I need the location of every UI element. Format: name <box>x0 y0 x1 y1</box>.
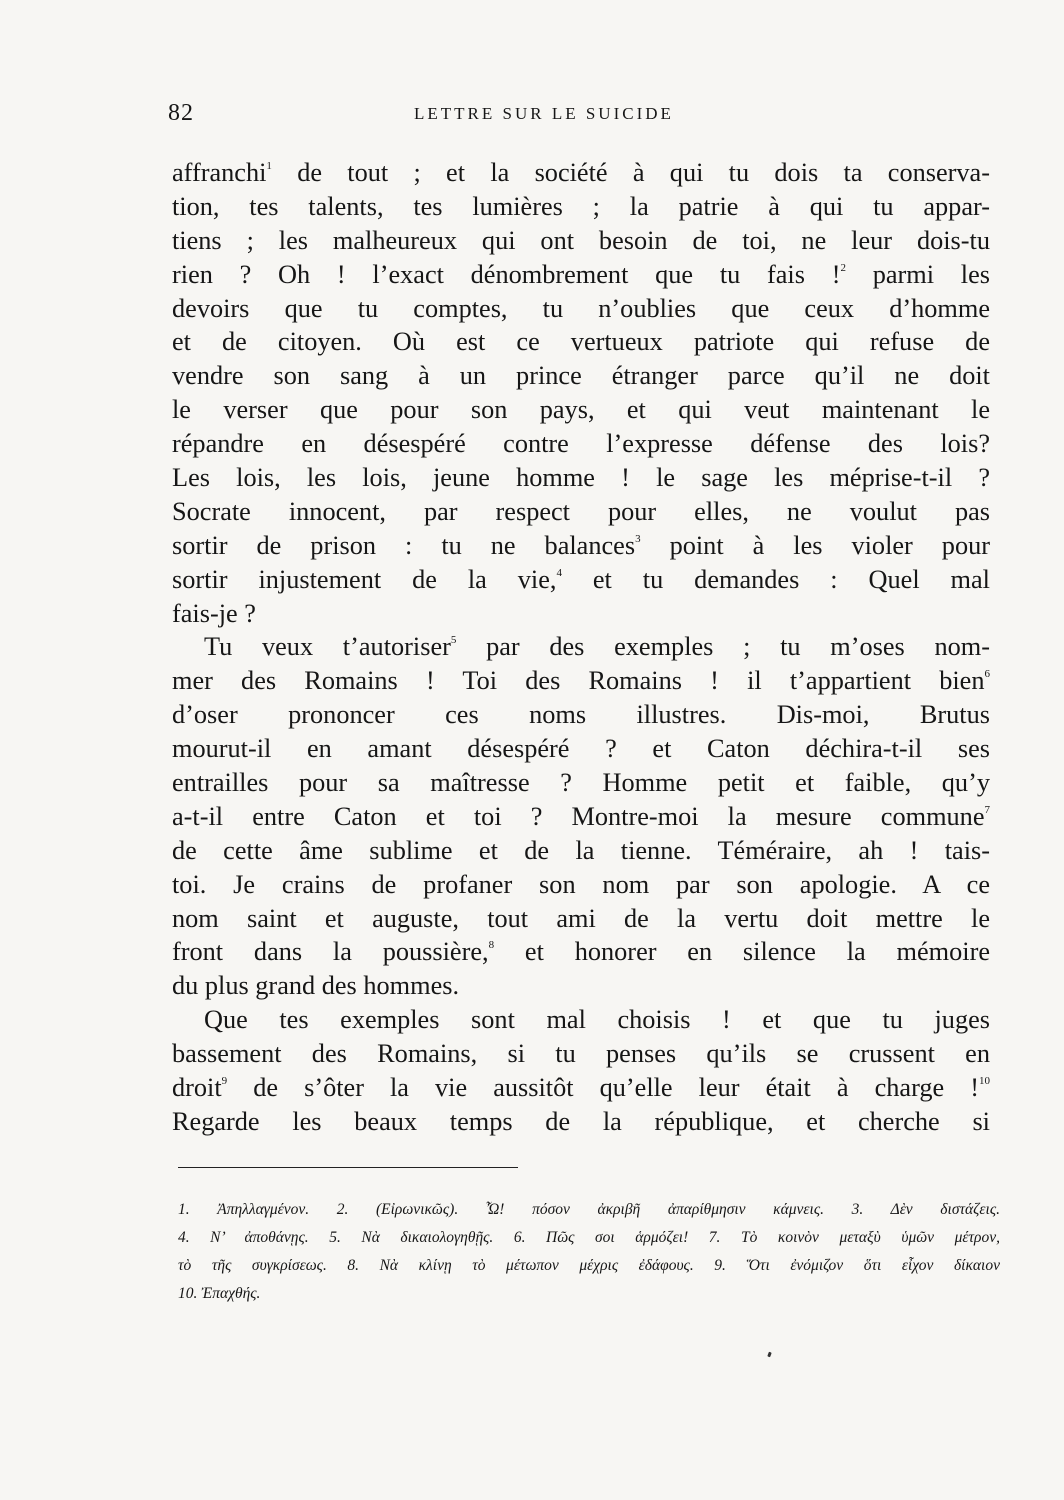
text-line <box>172 969 990 1003</box>
text-segment: Les lois, les lois, jeune homme ! le sage les méprise-t-il ? <box>172 463 990 493</box>
text-segment: tiens ; les malheureux qui ont besoin de toi, ne leur dois-tu <box>172 225 990 255</box>
text-line <box>172 597 990 631</box>
text-line <box>172 495 990 529</box>
text-line <box>172 732 990 766</box>
text-line <box>172 868 990 902</box>
footnote-marker: 5 <box>450 634 457 647</box>
text-segment: a-t-il entre Caton et toi ? Montre-moi la mesure commune <box>172 801 985 831</box>
main-text <box>172 156 990 1139</box>
text-segment: toi. Je crains de profaner son nom par son apologie. A ce <box>172 869 990 899</box>
text-segment: Que tes exemples sont mal choisis ! et que tu juges <box>204 1005 990 1035</box>
text-segment: d’oser prononcer ces noms illustres. Dis-moi, Brutus <box>172 700 990 730</box>
text-line <box>172 325 990 359</box>
text-segment: sortir injustement de la vie, <box>172 564 557 594</box>
text-segment: le verser que pour son pays, et qui veut maintenant le <box>172 395 990 425</box>
text-line <box>172 529 990 563</box>
text-line <box>172 698 990 732</box>
footnote-marker: 3 <box>635 532 641 545</box>
text-line <box>172 427 990 461</box>
footnote-line: 10. Ἐπαχθής. <box>178 1285 261 1302</box>
text-segment: fais-je ? <box>172 598 256 628</box>
text-segment: nom saint et auguste, tout ami de la vertu doit mettre le <box>172 903 990 933</box>
footnote-marker: 1 <box>266 160 272 172</box>
footnote-line: 4. Ν’ ἀποθάνῃς. 5. Νὰ δικαιολογηθῇς. 6. Πῶς σοι ἁρμόζει! 7. Τὸ κοινὸν μεταξὺ ὑμῶν μέτρον, <box>178 1229 1000 1246</box>
text-line <box>172 563 990 597</box>
footnote-line: τὸ τῆς συγκρίσεως. 8. Νὰ κλίνῃ τὸ μέτωπον μέχρις ἐδάφους. 9. Ὅτι ἐνόμιζον ὅτι εἶχον δίκαιον <box>178 1257 1000 1274</box>
text-segment: front dans la poussière, <box>172 937 489 967</box>
text-line <box>172 902 990 936</box>
text-line <box>172 664 990 698</box>
text-line <box>172 1105 990 1139</box>
footnote-marker: 9 <box>221 1075 228 1088</box>
page-number: 82 <box>168 100 194 126</box>
text-line <box>172 766 990 800</box>
text-line <box>172 393 990 427</box>
footnote-line: 1. Ἀπηλλαγμένον. 2. (Εἰρωνικῶς). Ὦ! πόσον ἀκριβῆ ἀπαρίθμησιν κάμνεις. 3. Δὲν διστάζεις. <box>178 1201 1000 1218</box>
footnote-marker: 10 <box>979 1075 990 1088</box>
text-segment: mourut-il en amant désespéré ? et Caton déchira-t-il ses <box>172 734 990 764</box>
text-line <box>172 935 990 969</box>
text-segment: de cette âme sublime et de la tienne. Téméraire, ah ! tais- <box>172 835 990 865</box>
text-segment: du plus grand des hommes. <box>172 971 460 1001</box>
footnotes <box>178 1196 1000 1308</box>
text-line <box>172 1071 990 1105</box>
text-segment: droit <box>172 1073 222 1103</box>
text-line <box>172 800 990 834</box>
footnote-marker: 4 <box>556 566 562 579</box>
ink-speck <box>767 1352 772 1358</box>
text-segment: répandre en désespéré contre l’expresse défense des lois? <box>172 429 990 459</box>
text-segment: sortir de prison : tu ne balances <box>172 530 636 560</box>
text-segment: parmi les <box>845 259 990 289</box>
footnote-marker: 8 <box>488 939 495 952</box>
text-segment: Tu veux t’autoriser <box>204 632 451 662</box>
text-segment: de s’ôter la vie aussitôt qu’elle leur était à charge ! <box>227 1073 979 1103</box>
text-line <box>172 1037 990 1071</box>
footnote-marker: 7 <box>984 803 990 816</box>
text-segment: rien ? Oh ! l’exact dénombrement que tu fais ! <box>172 259 841 289</box>
text-line <box>172 1003 990 1037</box>
footnote-marker: 6 <box>984 668 990 681</box>
running-title: LETTRE SUR LE SUICIDE <box>414 104 674 123</box>
text-segment: point à les violer pour <box>640 530 990 560</box>
text-segment: et de citoyen. Où est ce vertueux patriote qui refuse de <box>172 327 990 357</box>
text-segment: Socrate innocent, par respect pour elles, ne voulut pas <box>172 496 990 526</box>
text-segment: et tu demandes : Quel mal <box>561 564 990 594</box>
text-segment: affranchi <box>172 158 267 187</box>
text-segment: vendre son sang à un prince étranger parce qu’il ne doit <box>172 361 990 391</box>
text-segment: Regarde les beaux temps de la république, et cherche si <box>172 1106 990 1136</box>
text-segment: tion, tes talents, tes lumières ; la patrie à qui tu appar- <box>172 191 990 221</box>
footnote-marker: 2 <box>840 261 846 274</box>
text-line <box>172 224 990 258</box>
text-segment: devoirs que tu comptes, tu n’oublies que ceux d’homme <box>172 293 990 323</box>
text-line <box>172 834 990 868</box>
text-segment: par des exemples ; tu m’oses nom- <box>456 632 990 662</box>
text-segment: de tout ; et la société à qui tu dois ta conserva- <box>271 158 990 187</box>
page-header <box>168 100 988 130</box>
text-segment: bassement des Romains, si tu penses qu’ils se crussent en <box>172 1039 990 1069</box>
text-line <box>172 630 990 664</box>
text-segment: et honorer en silence la mémoire <box>494 937 990 967</box>
text-segment: mer des Romains ! Toi des Romains ! il t’appartient bien <box>172 666 985 696</box>
text-line <box>172 461 990 495</box>
text-line <box>172 190 990 224</box>
footnote-separator <box>178 1167 518 1168</box>
text-line <box>172 156 990 190</box>
text-line <box>172 359 990 393</box>
text-line <box>172 292 990 326</box>
text-segment: entrailles pour sa maîtresse ? Homme petit et faible, qu’y <box>172 768 990 798</box>
text-line <box>172 258 990 292</box>
